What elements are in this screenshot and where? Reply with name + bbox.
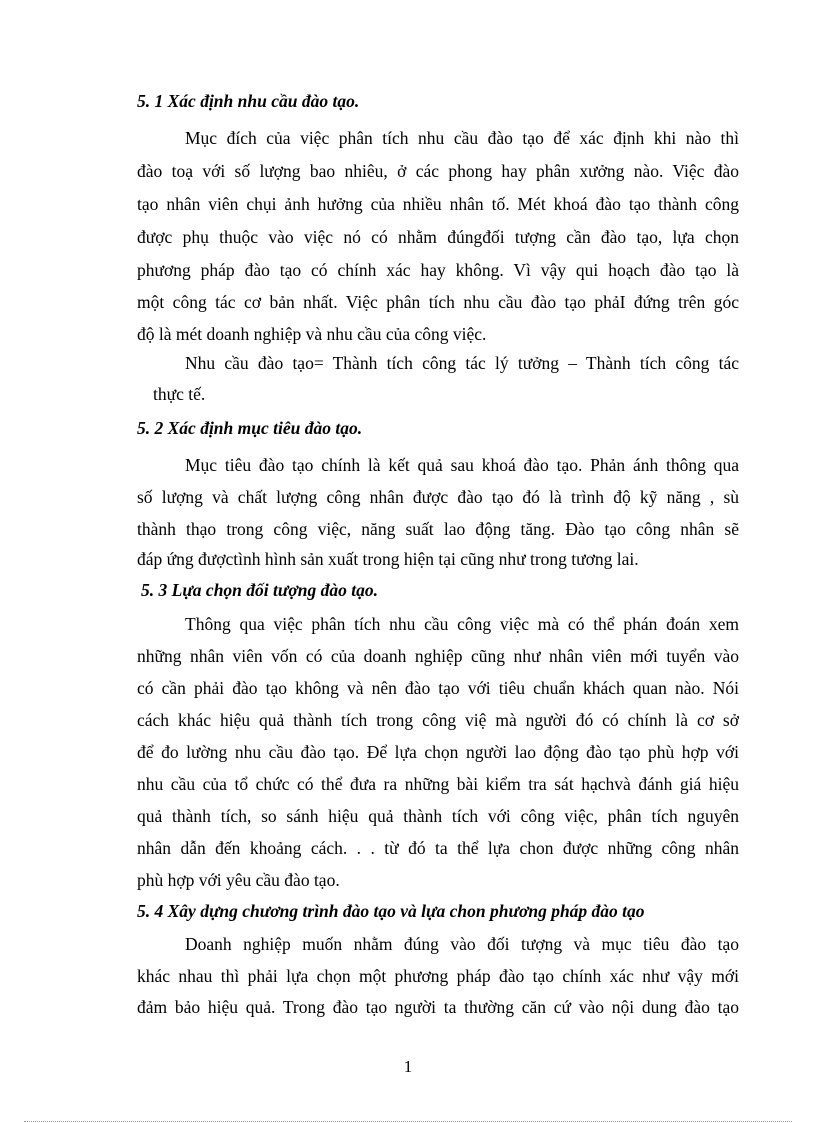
section-heading: 5. 3 Lựa chọn đối tượng đào tạo. — [141, 580, 378, 600]
paragraph-line: có cần phải đào tạo không và nên đào tạo với tiêu chuẩn khách quan nào. Nói — [137, 678, 739, 698]
paragraph-line: phương pháp đào tạo có chính xác hay không. Vì vậy qui hoạch đào tạo là — [137, 260, 739, 280]
paragraph-line: độ là mét doanh nghiệp và nhu cầu của công việc. — [137, 324, 487, 344]
paragraph-line: để đo lường nhu cầu đào tạo. Để lựa chọn người lao động đào tạo phù hợp với — [137, 742, 739, 762]
section-heading: 5. 4 Xây dựng chương trình đào tạo và lựa chon phương pháp đào tạo — [137, 901, 645, 921]
section-heading: 5. 1 Xác định nhu cầu đào tạo. — [137, 91, 360, 111]
paragraph-line: tạo nhân viên chụi ảnh hưởng của nhiều nhân tố. Mét khoá đào tạo thành công — [137, 194, 739, 214]
paragraph-line: được phụ thuộc vào việc nó có nhằm đúngđối tượng cần đào tạo, lựa chọn — [137, 227, 739, 247]
paragraph-line: Mục đích của việc phân tích nhu cầu đào tạo để xác định khi nào thì — [185, 128, 739, 148]
footer-divider — [24, 1121, 792, 1122]
paragraph-line: số lượng và chất lượng công nhân được đào tạo đó là trình độ kỹ năng , sù — [137, 487, 739, 507]
paragraph-line: nhu cầu của tổ chức có thể đưa ra những bài kiểm tra sát hạchvà đánh giá hiệu — [137, 774, 739, 794]
paragraph-line: đảm bảo hiệu quả. Trong đào tạo người ta thường căn cứ vào nội dung đào tạo — [137, 997, 739, 1017]
paragraph-line: phù hợp với yêu cầu đào tạo. — [137, 870, 340, 890]
paragraph-line: cách khác hiệu quả thành tích trong công việ mà người đó có chính là cơ sở — [137, 710, 739, 730]
paragraph-line: thực tế. — [153, 384, 206, 404]
paragraph-line: Thông qua việc phân tích nhu cầu công việc mà có thể phán đoán xem — [185, 614, 739, 634]
page-number: 1 — [403, 1057, 413, 1076]
paragraph-line: nhân dẫn đến khoảng cách. . . từ đó ta thể lựa chon được những công nhân — [137, 838, 739, 858]
paragraph-line: quả thành tích, so sánh hiệu quả thành tích với công việc, phân tích nguyên — [137, 806, 739, 826]
paragraph-line: đáp ứng đượctình hình sản xuất trong hiện tại cũng như trong tương lai. — [137, 549, 639, 569]
paragraph-line: những nhân viên vốn có của doanh nghiệp cũng như nhân viên mới tuyển vào — [137, 646, 739, 666]
section-heading: 5. 2 Xác định mục tiêu đào tạo. — [137, 418, 363, 438]
paragraph-line: Doanh nghiệp muốn nhằm đúng vào đối tượng và mục tiêu đào tạo — [185, 934, 739, 954]
paragraph-line: một công tác cơ bản nhất. Việc phân tích nhu cầu đào tạo phảI đứng trên góc — [137, 292, 739, 312]
paragraph-line: đào toạ với số lượng bao nhiêu, ở các phong hay phân xưởng nào. Việc đào — [137, 161, 739, 181]
paragraph-line: Mục tiêu đào tạo chính là kết quả sau khoá đào tạo. Phản ánh thông qua — [185, 455, 739, 475]
paragraph-line: Nhu cầu đào tạo= Thành tích công tác lý tưởng – Thành tích công tác — [185, 353, 739, 373]
paragraph-line: thành thạo trong công việc, năng suất lao động tăng. Đào tạo công nhân sẽ — [137, 519, 739, 539]
paragraph-line: khác nhau thì phải lựa chọn một phương pháp đào tạo chính xác như vậy mới — [137, 966, 739, 986]
